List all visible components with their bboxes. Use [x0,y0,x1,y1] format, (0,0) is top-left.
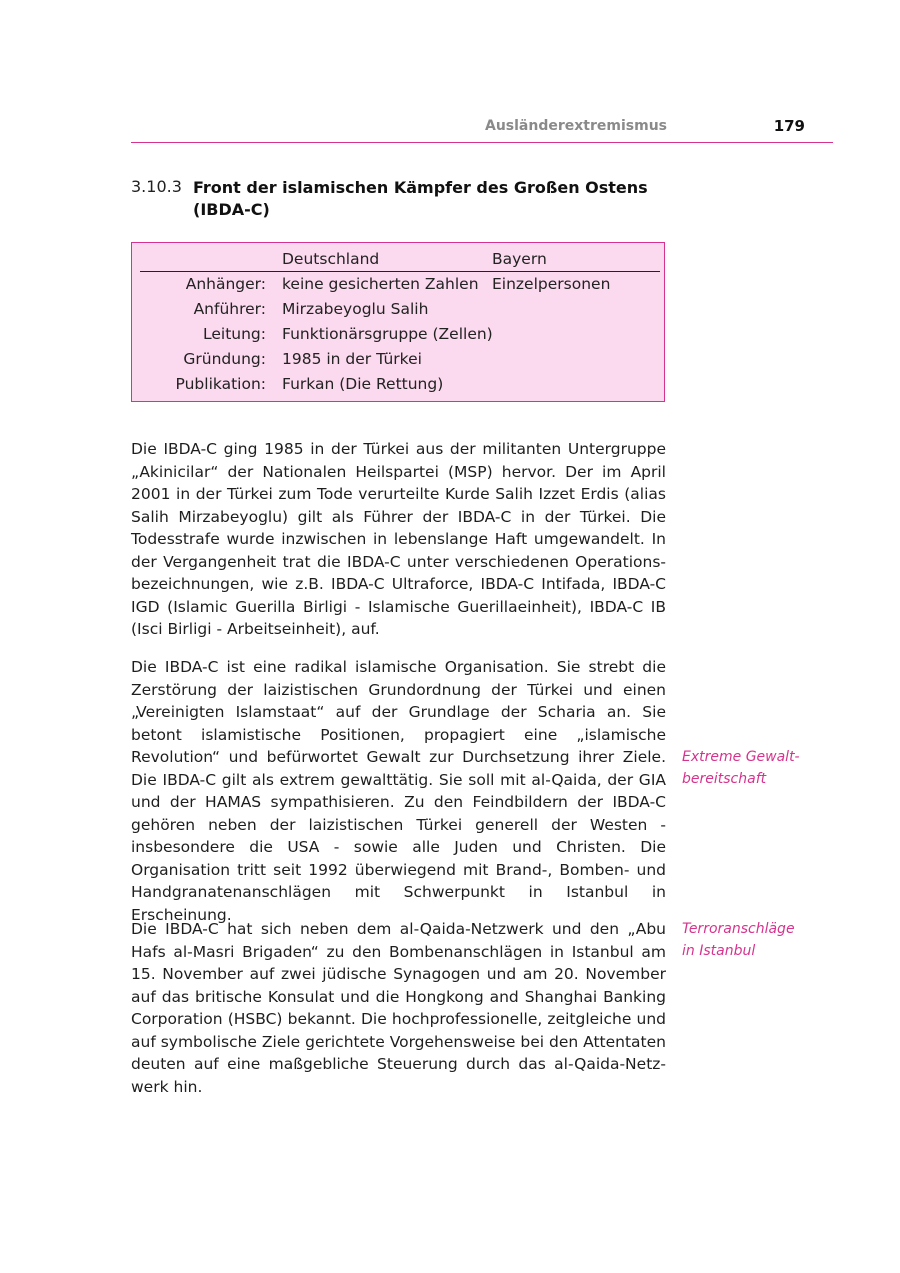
page-number: 179 [773,117,805,135]
section-title [193,177,673,221]
row-label: Gründung: [183,350,266,368]
row-value-germany: Funktionärsgruppe (Zellen) [282,325,493,343]
paragraph-history: Die IBDA-C ging 1985 in der Türkei aus der militanten Untergruppe „Akinicilar“ der Nationalen Heilspartei (MSP) hervor. Der im April 2001 in der Türkei zum Tode verurteilte Kurde Salih Izzet Erdis (alias Salih Mirzabeyoglu) gilt als Führer der IBDA-C in der Türkei. Die Todesstrafe wurde inzwischen in lebenslange Haft umgewandelt. In der Vergangenheit trat die IBDA-C unter verschiedenen Operationsbezeichnungen, wie z.B. IBDA-C Ultraforce, IBDA-C Intifada, IBDA-C IGD (Islamic Guerilla Birligi - Islamische Guerillaeinheit), IBDA-C IB (Isci Birligi - Arbeitseinheit), auf. [131,440,666,638]
row-value-germany: keine gesicherten Zahlen [282,275,479,293]
row-value-bavaria: Einzelpersonen [492,275,611,293]
row-value-germany: 1985 in der Türkei [282,350,422,368]
row-label: Publikation: [175,375,266,393]
info-row-management [132,325,666,350]
column-header-bavaria: Bayern [492,250,547,268]
margin-note-line-2: bereitschaft [682,771,767,787]
column-header-germany: Deutschland [282,250,380,268]
header-rule [140,271,660,272]
row-value-germany: Mirzabeyoglu Salih [282,300,429,318]
section-number: 3.10.3 [131,177,182,196]
section-title-line-1: Front der islamischen Kämpfer des Großen Ostens [193,178,648,197]
row-value-germany: Furkan (Die Rettung) [282,375,444,393]
info-row-leader [132,300,666,325]
margin-note-violence [682,746,832,790]
row-label: Anhänger: [185,275,266,293]
paragraph-ideology: Die IBDA-C ist eine radikal islamische Organisation. Sie strebt die Zerstörung der laizistischen Grundordnung der Türkei und einen „Vereinigten Islamstaat“ auf der Grundlage der Scharia an. Sie betont islamistische Positionen, propagiert eine „islamische Revolution“ und befürwortet Gewalt zur Durchsetzung ihrer Ziele. Die IBDA-C gilt als extrem gewalttätig. Sie soll mit al-Qaida, der GIA und der HAMAS sympathisieren. Zu den Feindbildern der IBDA-C gehören neben der laizistischen Türkei generell der Westen - insbesondere die USA - sowie alle Juden und Christen. Die Organisation tritt seit 1992 überwiegend mit Brand-, Bomben- und Handgranatenanschlägen mit Schwerpunkt in Istanbul in Erscheinung. [131,658,666,924]
info-row-founding [132,350,666,375]
row-label: Leitung: [203,325,266,343]
running-header [131,116,833,143]
header-title: Ausländerextremismus [485,118,667,134]
margin-note-line-2: in Istanbul [682,943,756,959]
margin-note-line-1: Terroranschläge [682,921,795,937]
margin-note-line-1: Extreme Gewalt- [682,749,800,765]
info-box [131,242,665,402]
paragraph-attacks: Die IBDA-C hat sich neben dem al-Qaida-Netzwerk und den „Abu Hafs al-Masri Brigaden“ zu den Bombenanschlägen in Istanbul am 15. November auf zwei jüdische Synagogen und am 20. November auf das britische Konsulat und die Hongkong and Shanghai Banking Corporation (HSBC) bekannt. Die hochprofessionelle, zeitgleiche und auf symbolische Ziele gerichtete Vorgehensweise bei den Attentaten deuten auf eine maßgebliche Steuerung durch das al-Qaida-Netzwerk hin. [131,920,666,1096]
row-label: Anführer: [193,300,266,318]
section-title-line-2: (IBDA-C) [193,200,270,219]
info-row-followers [132,275,666,300]
margin-note-istanbul [682,918,832,962]
info-row-publication [132,375,666,400]
